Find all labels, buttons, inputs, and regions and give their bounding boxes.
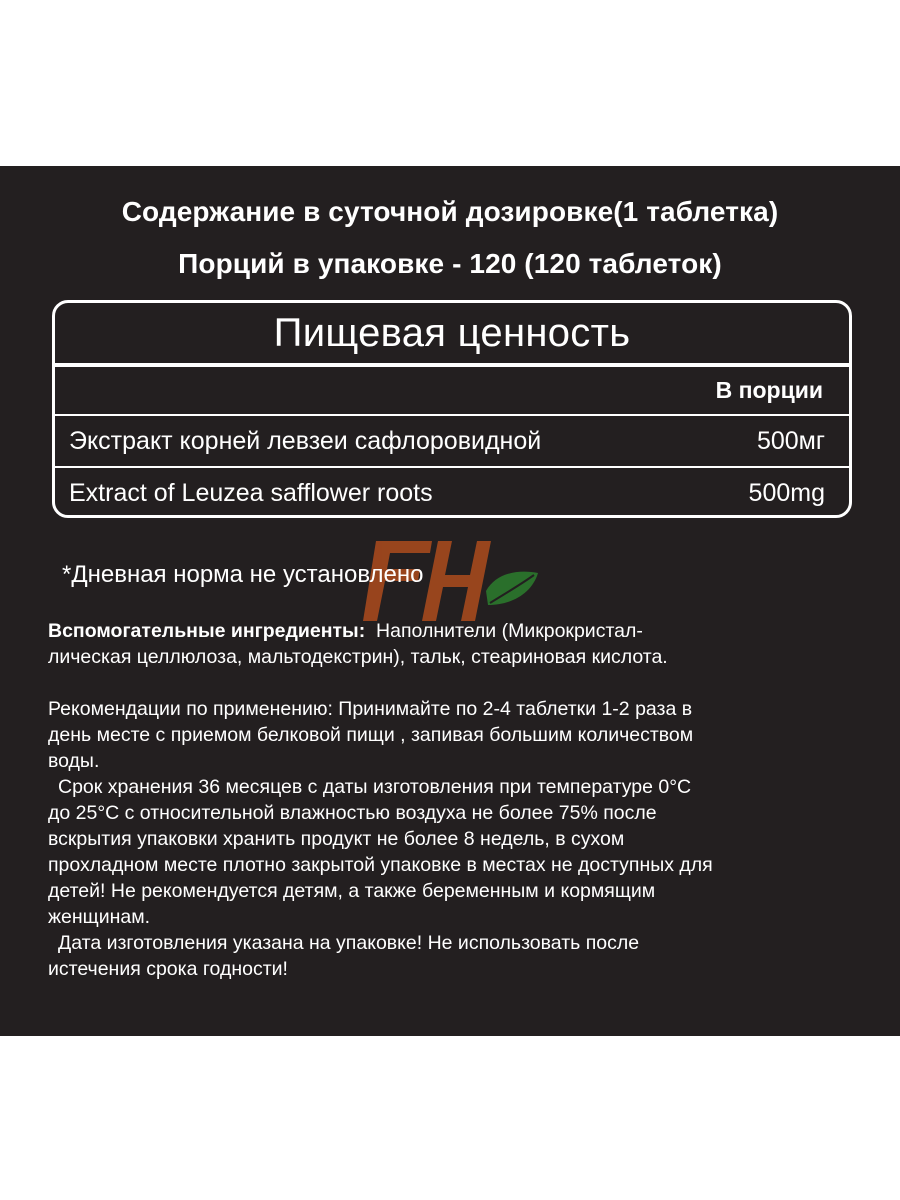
- product-info-panel: [0, 166, 900, 1036]
- ingredients-paragraph: [48, 618, 860, 670]
- per-serving-column-header: В порции: [715, 377, 823, 403]
- expiry-line: Дата изготовления указана на упаковке! Не использовать после: [58, 932, 640, 954]
- instructions-paragraph: [48, 696, 860, 982]
- servings-per-package-heading: Порций в упаковке - 120 (120 таблеток): [178, 248, 722, 279]
- daily-norm-note: *Дневная норма не установлено: [62, 561, 424, 588]
- storage-line: женщинам.: [48, 906, 151, 928]
- daily-dosage-heading: Содержание в суточной дозировке(1 таблетка): [121, 196, 779, 227]
- ingredients-label: Вспомогательные ингредиенты:: [48, 620, 366, 642]
- ingredients-line: лическая целлюлоза, мальтодекстрин), тальк, стеариновая кислота.: [48, 646, 668, 668]
- instructions-line: Рекомендации по применению: Принимайте по 2-4 таблетки 1-2 раза в: [48, 698, 693, 720]
- storage-line: детей! Не рекомендуется детям, а также беременным и кормящим: [48, 880, 656, 902]
- storage-line: Срок хранения 36 месяцев с даты изготовления при температуре 0°C: [58, 776, 692, 798]
- ingredients-text: Наполнители (Микрокристал-: [365, 620, 643, 642]
- storage-line: прохладном месте плотно закрытой упаковке в местах не доступных для: [48, 854, 713, 876]
- nutrition-facts-title: Пищевая ценность: [273, 311, 631, 355]
- ingredients-line: [48, 618, 860, 644]
- table-row-value: 500мг: [756, 427, 825, 455]
- table-row-value: 500mg: [748, 479, 825, 507]
- instructions-line: воды.: [48, 750, 100, 772]
- nutrition-facts-table: [52, 300, 852, 518]
- storage-line: до 25°C с относительной влажностью воздуха не более 75% после: [48, 802, 657, 824]
- instructions-line: день месте с приемом белковой пищи , запивая большим количеством: [48, 724, 694, 746]
- table-row-name: Экстракт корней левзеи сафлоровидной: [69, 427, 542, 455]
- table-row-name: Extract of Leuzea safflower roots: [69, 479, 433, 507]
- expiry-line: истечения срока годности!: [48, 958, 288, 980]
- storage-line: вскрытия упаковки хранить продукт не более 8 недель, в сухом: [48, 828, 625, 850]
